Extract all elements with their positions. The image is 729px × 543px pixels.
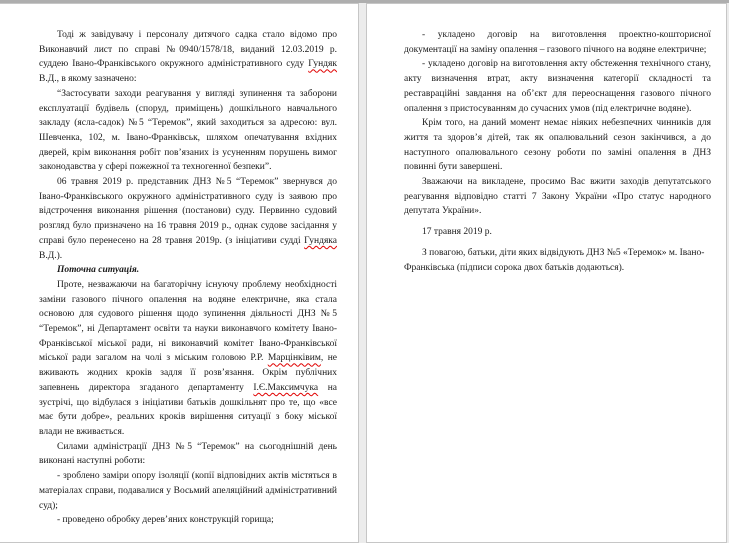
text-run: , не вживають жодних кроків задля її розв’язання. Окрім публічних запевнень директора згаданого департаменту (39, 353, 337, 393)
paragraph (404, 28, 711, 57)
document-page-left (0, 3, 359, 543)
misspelled-word: Гундяк (308, 59, 337, 70)
text-run: В.Д., в якому зазначено: (39, 74, 137, 85)
paragraph (39, 263, 337, 278)
text-run: Тоді ж завідувачу і персоналу дитячого садка стало відомо про Виконавчий лист по справі №0940/1578/18, виданий 12.03.2019 р. суддею Івано-Франківського окружного адміністративного суду (39, 30, 337, 70)
text-run: - укладено договір на виготовлення проектно-кошторисної документації на заміну опалення – газового пічного на водяне електричне; (404, 30, 711, 55)
text-run: 06 травня 2019 р. представник ДНЗ №5 “Теремок” звернувся до Івано-Франківського окружного адміністративного суду із заявою про відстрочення виконання рішення (постанови) суду. Первинно судовий розгляд було призначено на 16 травня 2019 р., однак судове засідання у справі було перенесено на 28 травня 2019р. (з ініціативи судді (39, 177, 337, 246)
page-right-text (404, 28, 711, 275)
misspelled-word: І.Є.Максимчука (253, 382, 319, 393)
text-run: Зважаючи на викладене, просимо Вас вжити заходів депутатського реагування відповідно статті 7 Закону України «Про статус народного депутата України». (404, 177, 711, 217)
misspelled-word: Марцінківим (267, 353, 321, 364)
paragraph (404, 246, 711, 275)
paragraph (39, 440, 337, 469)
page-top-edge-strip (0, 0, 729, 3)
text-run: Крім того, на даний момент немає ніяких небезпечних чинників для життя та здоров’я дітей, так як опалювальний сезон закінчився, а до наступного опалювального сезону роботи по заміні опалення в ДНЗ повинні бути завершені. (404, 118, 711, 173)
text-run: Проте, незважаючи на багаторічну існуючу проблему необхідності заміни газового пічного опалення на водяне електричне, яка стала основою для судового рішення щодо зупинення діяльності ДНЗ №5 “Теремок”, ні Департамент освіти та науки виконавчого комітету Івано-Франківської міської ради, ні виконавчий комітет Івано-Франківської міської ради загалом на чолі з міським головою Р.Р. (39, 279, 337, 364)
paragraph (39, 469, 337, 513)
paragraph (39, 278, 337, 440)
page-left-text (39, 28, 337, 528)
text-run: - укладено договір на виготовлення акту обстеження технічного стану, акту визначення втрат, акту визначення категорії складності та реставраційні завдання на об’єкт для переоснащення газового пічного опалення з пристосуванням до сучасних умов (під електричне водяне). (404, 59, 711, 114)
text-run: Силами адміністрації ДНЗ №5 “Теремок” на сьогоднішній день виконані наступні роботи: (39, 441, 337, 467)
text-run: В.Д.). (39, 250, 63, 261)
misspelled-word: Гундяка (304, 235, 337, 246)
paragraph (404, 57, 711, 116)
text-run: З повагою, батьки, діти яких відвідують ДНЗ №5 «Теремок» м. Івано-Франківська (підписи сорока двох батьків додаються). (404, 247, 705, 273)
paragraph (39, 87, 337, 175)
text-run: “Застосувати заходи реагування у вигляді зупинення та заборони експлуатації будівель (споруд, приміщень) дошкільного навчального закладу (ясла-садок) №5 “Теремок”, який заходиться за адресою: вул. Шевченка, 102, м. Івано-Франківськ, шляхом опечатування вхідних дверей, крім виконання робіт пов’язаних із усуненням порушень вимог законодавства у сфері пожежної та техногенної безпеки”. (39, 88, 337, 173)
paragraph (39, 175, 337, 263)
text-run: - проведено обробку дерев’яних конструкцій горища; (57, 515, 274, 526)
text-run: на зустрічі, що відбулася з ініціативи батьків дошкільнят про те, що «все має бути добре», реальних кроків вирішення ситуації з боку міської влади не вживається. (39, 382, 337, 437)
document-page-right (366, 3, 727, 543)
paragraph (404, 116, 711, 175)
text-run: Поточна ситуація. (57, 265, 140, 276)
text-run: - зроблено заміри опору ізоляції (копії відповідних актів містяться в матеріалах справи, подавалися у Восьмий апеляційний адміністративний суд); (39, 471, 337, 511)
paragraph (404, 225, 711, 240)
paragraph (404, 175, 711, 219)
text-run: 17 травня 2019 р. (422, 227, 492, 238)
paragraph (39, 28, 337, 87)
paragraph (39, 513, 337, 528)
